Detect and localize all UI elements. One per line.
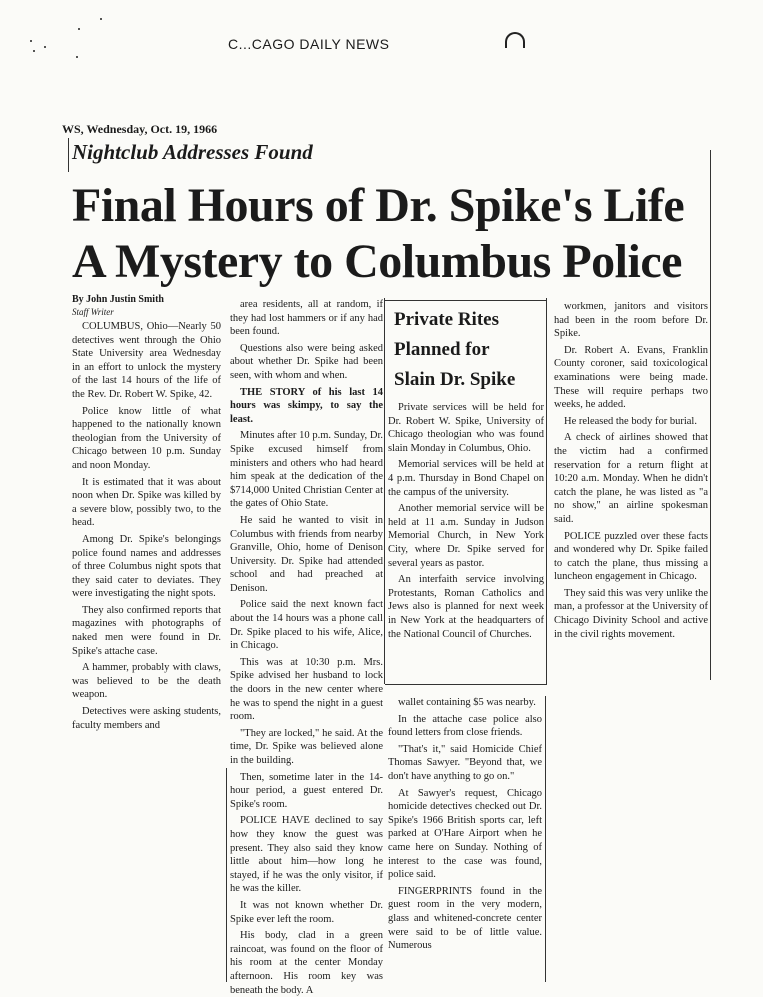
page-mark-icon — [505, 32, 525, 48]
sidebar-border-left — [384, 298, 385, 684]
paragraph: Another memorial service will be held at 11 a.m. Sunday in Judson Memorial Church, in New York City, where Dr. Spike served for several years as pastor. — [388, 503, 544, 569]
kicker-rule — [68, 138, 69, 172]
paragraph: wallet containing $5 was nearby. — [398, 697, 536, 708]
sidebar-story — [388, 301, 544, 686]
column-rule — [710, 150, 711, 680]
paragraph: He said he wanted to visit in Columbus with friends from nearby Granville, Ohio, home of Denison University. Dr. Spike had attended school and had preached at Denison. — [230, 514, 383, 594]
dateline: WS, Wednesday, Oct. 19, 1966 — [62, 122, 218, 136]
paragraph: It is estimated that it was about noon when Dr. Spike was killed by a severe blow, possibly two, to the head. — [72, 476, 221, 529]
paragraph: Memorial services will be held at 4 p.m. Thursday in Bond Chapel on the campus of the university. — [388, 459, 544, 498]
paragraph: THE STORY of his last 14 hours was skimpy, to say the least. — [230, 386, 383, 425]
paragraph: "They are locked," he said. At the time, Dr. Spike was believed alone in the building. — [230, 727, 383, 766]
paragraph: Among Dr. Spike's belongings police found names and addresses of three Columbus night spots that they said cater to deviates. They were investigating the night spots. — [72, 533, 221, 600]
paragraph: They also confirmed reports that magazines with photographs of naked men were found in Dr. Spike's attache case. — [72, 604, 221, 657]
article-column-2 — [230, 298, 383, 996]
sidebar-headline-line: Slain Dr. Spike — [394, 369, 516, 390]
column-rule — [545, 696, 546, 982]
paragraph: He released the body for burial. — [564, 415, 697, 427]
byline: By John Justin Smith — [72, 294, 164, 305]
sidebar-headline-line: Planned for — [394, 339, 490, 360]
paragraph: At Sawyer's request, Chicago homicide detectives checked out Dr. Spike's 1966 British sports car, left parked at O'Hare Airport when he came here on Sunday. Nothing of interest to the case was found, police said. — [388, 787, 542, 881]
article-column-4 — [554, 300, 708, 660]
headline-line-1: Final Hours of Dr. Spike's Life — [72, 179, 685, 232]
paragraph: An interfaith service involving Protestants, Roman Catholics and Jews also is planned for next week in New York at the headquarters of the National Council of Churches. — [388, 574, 544, 640]
paragraph: POLICE HAVE declined to say how they know the guest was present. They also said they know little about him—how long he stayed, if he was the only visitor, if he was the killer. — [230, 815, 383, 895]
paragraph: Detectives were asking students, faculty members and — [72, 706, 221, 731]
paragraph: A check of airlines showed that the victim had a confirmed reservation for a return flight at 10:20 a.m. Monday. When he didn't catch the plane, he was listed as "a no show," an airline spokesman said. — [554, 432, 708, 525]
paragraph: His body, clad in a green raincoat, was found on the floor of his room at the center Monday afternoon. His room key was beneath the body. A — [230, 930, 383, 996]
article-column-3 — [388, 696, 542, 982]
paragraph: They said this was very unlike the man, a professor at the University of Chicago Divinity School and active in the civil rights movement. — [554, 587, 708, 640]
paragraph: FINGERPRINTS found in the guest room in the very modern, glass and whitened-concrete center were said to be of little value. Numerous — [388, 885, 542, 952]
sidebar-border-right — [546, 298, 547, 684]
sidebar-headline-line: Private Rites — [394, 309, 499, 330]
byline-title: Staff Writer — [72, 307, 114, 317]
column-rule — [226, 768, 227, 982]
paragraph: area residents, all at random, if they had lost hammers or if any had been found. — [230, 299, 383, 338]
paragraph: Police said the next known fact about the 14 hours was a phone call Dr. Spike placed to his wife, Alice, in Chicago. — [230, 599, 383, 652]
paragraph: Private services will be held for Dr. Robert W. Spike, University of Chicago theologian who was found slain Monday in Columbus, Ohio. — [388, 402, 544, 454]
paragraph: Police know little of what happened to the nationally known theologian from the University of Chicago between 10 p.m. Sunday and noon Monday. — [72, 405, 221, 471]
sidebar-headline — [394, 305, 544, 395]
paragraph: A hammer, probably with claws, was believed to be the death weapon. — [72, 662, 221, 701]
paragraph: "That's it," said Homicide Chief Thomas Sawyer. "Beyond that, we don't have anything to go on." — [388, 743, 542, 782]
paragraph: POLICE puzzled over these facts and wondered why Dr. Spike failed to catch the plane, thus missing a luncheon engagement in Chicago. — [554, 530, 708, 583]
paragraph: Questions also were being asked about whether Dr. Spike had been seen, with whom and when. — [230, 342, 383, 381]
paragraph: It was not known whether Dr. Spike ever left the room. — [230, 899, 383, 925]
paragraph: Then, sometime later in the 14-hour period, a guest entered Dr. Spike's room. — [230, 771, 383, 810]
paragraph: Dr. Robert A. Evans, Franklin County coroner, said toxicological examinations were being made. These will require perhaps two weeks, he added. — [554, 344, 708, 411]
headline-line-2: A Mystery to Columbus Police — [72, 235, 682, 288]
kicker-headline: Nightclub Addresses Found — [72, 140, 313, 164]
article-column-1 — [72, 320, 221, 760]
paragraph: COLUMBUS, Ohio—Nearly 50 detectives went through the Ohio State University area Wednesday in an effort to unlock the mystery of the last 14 hours of the life of the Rev. Dr. Robert W. Spike, 42. — [72, 321, 221, 400]
paragraph: In the attache case police also found letters from close friends. — [388, 713, 542, 739]
paragraph: workmen, janitors and visitors had been in the room before Dr. Spike. — [554, 301, 708, 340]
masthead: C...CAGO DAILY NEWS — [228, 36, 390, 52]
paragraph: Minutes after 10 p.m. Sunday, Dr. Spike excused himself from ministers and others who had heard him speak at the dedication of the $714,000 United Christian Center at the gates of Ohio State. — [230, 430, 383, 510]
paragraph: This was at 10:30 p.m. Mrs. Spike advised her husband to lock the doors in the new center where he was to spend the night in a guest room. — [230, 656, 383, 723]
